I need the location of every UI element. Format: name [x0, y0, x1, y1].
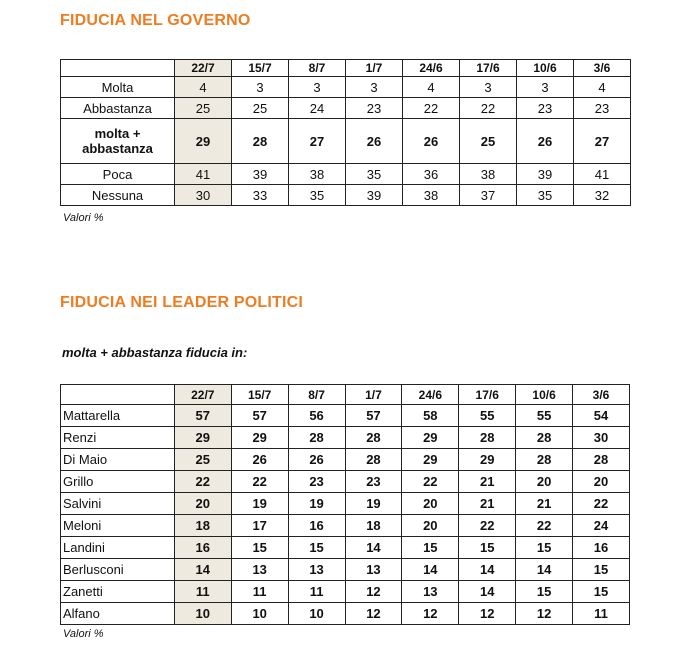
- row-label: Salvini: [61, 493, 175, 515]
- table-cell: 17: [231, 515, 288, 537]
- row-label: Di Maio: [61, 449, 175, 471]
- table-row: [61, 449, 630, 471]
- table-cell: 22: [516, 515, 573, 537]
- table-cell: 25: [175, 98, 232, 119]
- table-cell: 20: [402, 515, 459, 537]
- table-cell: 32: [574, 185, 631, 206]
- table-cell: 22: [460, 98, 517, 119]
- table-cell: 15: [459, 537, 516, 559]
- table-cell: 15: [402, 537, 459, 559]
- table-cell: 38: [403, 185, 460, 206]
- column-header: 22/7: [175, 60, 232, 77]
- row-label: Meloni: [61, 515, 175, 537]
- table-cell: 57: [174, 405, 231, 427]
- table-cell: 29: [459, 449, 516, 471]
- table-cell: 20: [402, 493, 459, 515]
- table-row: [61, 98, 631, 119]
- table-cell: 28: [516, 449, 573, 471]
- table-cell: 13: [288, 559, 345, 581]
- table-cell: 22: [573, 493, 630, 515]
- column-header: 22/7: [174, 385, 231, 405]
- table-cell: 22: [459, 515, 516, 537]
- table-cell: 22: [403, 98, 460, 119]
- table-cell: 20: [573, 471, 630, 493]
- table-cell: 27: [574, 119, 631, 164]
- table-row: [61, 537, 630, 559]
- table-cell: 28: [288, 427, 345, 449]
- table-cell: 14: [402, 559, 459, 581]
- table-cell: 23: [517, 98, 574, 119]
- column-header: 10/6: [517, 60, 574, 77]
- table-cell: 16: [288, 515, 345, 537]
- table-cell: 21: [459, 471, 516, 493]
- table-cell: 28: [459, 427, 516, 449]
- table-cell: 26: [403, 119, 460, 164]
- table-cell: 19: [288, 493, 345, 515]
- table-cell: 39: [346, 185, 403, 206]
- table-header-row: [61, 385, 630, 405]
- table-cell: 30: [573, 427, 630, 449]
- table-cell: 3: [460, 77, 517, 98]
- column-header: 8/7: [288, 385, 345, 405]
- table-cell: 21: [516, 493, 573, 515]
- table-cell: 10: [174, 603, 231, 625]
- table-row: [61, 515, 630, 537]
- table-row: [61, 185, 631, 206]
- table-cell: 14: [174, 559, 231, 581]
- row-label: Renzi: [61, 427, 175, 449]
- row-label: Grillo: [61, 471, 175, 493]
- table-cell: 28: [516, 427, 573, 449]
- row-label: Poca: [61, 164, 175, 185]
- row-label: Molta: [61, 77, 175, 98]
- row-label: molta + abbastanza: [61, 119, 175, 164]
- column-header: 24/6: [402, 385, 459, 405]
- table-cell: 29: [174, 427, 231, 449]
- table-row: [61, 405, 630, 427]
- column-header: 10/6: [516, 385, 573, 405]
- table-row: [61, 77, 631, 98]
- table-cell: 21: [459, 493, 516, 515]
- table-cell: 28: [345, 449, 402, 471]
- table-cell: 15: [288, 537, 345, 559]
- table-cell: 37: [460, 185, 517, 206]
- table-row: [61, 493, 630, 515]
- table-cell: 35: [517, 185, 574, 206]
- table-cell: 13: [402, 581, 459, 603]
- table-cell: 29: [231, 427, 288, 449]
- column-header: 24/6: [403, 60, 460, 77]
- table-cell: 4: [175, 77, 232, 98]
- table-note: Valori %: [63, 628, 104, 640]
- column-header: 3/6: [574, 60, 631, 77]
- table-cell: 3: [346, 77, 403, 98]
- header-empty-cell: [61, 385, 175, 405]
- table-cell: 41: [574, 164, 631, 185]
- table-cell: 25: [232, 98, 289, 119]
- table-cell: 20: [516, 471, 573, 493]
- row-label: Berlusconi: [61, 559, 175, 581]
- column-header: 17/6: [460, 60, 517, 77]
- table-cell: 14: [516, 559, 573, 581]
- table-cell: 23: [288, 471, 345, 493]
- table-row: [61, 581, 630, 603]
- table-cell: 28: [573, 449, 630, 471]
- table-header-row: [61, 60, 631, 77]
- table-cell: 22: [402, 471, 459, 493]
- table-row: [61, 427, 630, 449]
- table-cell: 55: [516, 405, 573, 427]
- column-header: 15/7: [231, 385, 288, 405]
- table-cell: 33: [232, 185, 289, 206]
- table-row: [61, 164, 631, 185]
- table-cell: 28: [345, 427, 402, 449]
- table-cell: 19: [345, 493, 402, 515]
- table-cell: 20: [174, 493, 231, 515]
- table-cell: 14: [345, 537, 402, 559]
- table-row: [61, 559, 630, 581]
- table-cell: 26: [346, 119, 403, 164]
- table-cell: 18: [174, 515, 231, 537]
- section-title-leader: FIDUCIA NEI LEADER POLITICI: [60, 294, 304, 311]
- table-cell: 36: [403, 164, 460, 185]
- table-cell: 58: [402, 405, 459, 427]
- table-cell: 12: [345, 603, 402, 625]
- table-cell: 54: [573, 405, 630, 427]
- column-header: 8/7: [289, 60, 346, 77]
- table-cell: 10: [231, 603, 288, 625]
- table-fiducia-governo: [60, 59, 631, 206]
- row-label: Nessuna: [61, 185, 175, 206]
- table-cell: 15: [231, 537, 288, 559]
- column-header: 3/6: [573, 385, 630, 405]
- table-cell: 29: [402, 449, 459, 471]
- table-cell: 13: [345, 559, 402, 581]
- table-cell: 11: [174, 581, 231, 603]
- table-cell: 11: [231, 581, 288, 603]
- table-cell: 19: [231, 493, 288, 515]
- table-cell: 26: [288, 449, 345, 471]
- row-label: Alfano: [61, 603, 175, 625]
- header-empty-cell: [61, 60, 175, 77]
- table-cell: 12: [516, 603, 573, 625]
- section-title-governo: FIDUCIA NEL GOVERNO: [60, 12, 251, 29]
- table-cell: 14: [459, 581, 516, 603]
- table-cell: 38: [289, 164, 346, 185]
- table-fiducia-leader: [60, 384, 630, 625]
- table-cell: 24: [573, 515, 630, 537]
- table-cell: 3: [517, 77, 574, 98]
- table-note: Valori %: [63, 212, 104, 224]
- table-cell: 56: [288, 405, 345, 427]
- table-cell: 25: [174, 449, 231, 471]
- table-cell: 12: [402, 603, 459, 625]
- table-cell: 23: [346, 98, 403, 119]
- table-cell: 28: [232, 119, 289, 164]
- table-cell: 13: [231, 559, 288, 581]
- section-subtitle: molta + abbastanza fiducia in:: [62, 345, 248, 360]
- table-cell: 30: [175, 185, 232, 206]
- table-cell: 39: [232, 164, 289, 185]
- table-cell: 41: [175, 164, 232, 185]
- table-cell: 18: [345, 515, 402, 537]
- column-header: 1/7: [345, 385, 402, 405]
- table-cell: 15: [573, 581, 630, 603]
- table-row: [61, 471, 630, 493]
- table-cell: 12: [459, 603, 516, 625]
- table-cell: 15: [573, 559, 630, 581]
- row-label: Abbastanza: [61, 98, 175, 119]
- table-cell: 3: [289, 77, 346, 98]
- column-header: 15/7: [232, 60, 289, 77]
- table-row: [61, 119, 631, 164]
- table-cell: 24: [289, 98, 346, 119]
- table-cell: 22: [231, 471, 288, 493]
- table-row: [61, 603, 630, 625]
- table-cell: 29: [175, 119, 232, 164]
- table-cell: 39: [517, 164, 574, 185]
- table-cell: 26: [231, 449, 288, 471]
- table-cell: 4: [403, 77, 460, 98]
- table-cell: 12: [345, 581, 402, 603]
- table-cell: 57: [345, 405, 402, 427]
- table-cell: 22: [174, 471, 231, 493]
- row-label: Zanetti: [61, 581, 175, 603]
- table-cell: 4: [574, 77, 631, 98]
- table-cell: 15: [516, 537, 573, 559]
- table-cell: 11: [573, 603, 630, 625]
- table-cell: 35: [289, 185, 346, 206]
- table-cell: 29: [402, 427, 459, 449]
- row-label: Mattarella: [61, 405, 175, 427]
- table-cell: 14: [459, 559, 516, 581]
- row-label: Landini: [61, 537, 175, 559]
- table-cell: 25: [460, 119, 517, 164]
- table-cell: 16: [573, 537, 630, 559]
- table-cell: 27: [289, 119, 346, 164]
- table-cell: 35: [346, 164, 403, 185]
- table-cell: 15: [516, 581, 573, 603]
- table-cell: 23: [574, 98, 631, 119]
- table-cell: 10: [288, 603, 345, 625]
- table-cell: 55: [459, 405, 516, 427]
- table-cell: 16: [174, 537, 231, 559]
- table-cell: 38: [460, 164, 517, 185]
- table-cell: 23: [345, 471, 402, 493]
- column-header: 17/6: [459, 385, 516, 405]
- table-cell: 3: [232, 77, 289, 98]
- table-cell: 26: [517, 119, 574, 164]
- table-cell: 57: [231, 405, 288, 427]
- table-cell: 11: [288, 581, 345, 603]
- column-header: 1/7: [346, 60, 403, 77]
